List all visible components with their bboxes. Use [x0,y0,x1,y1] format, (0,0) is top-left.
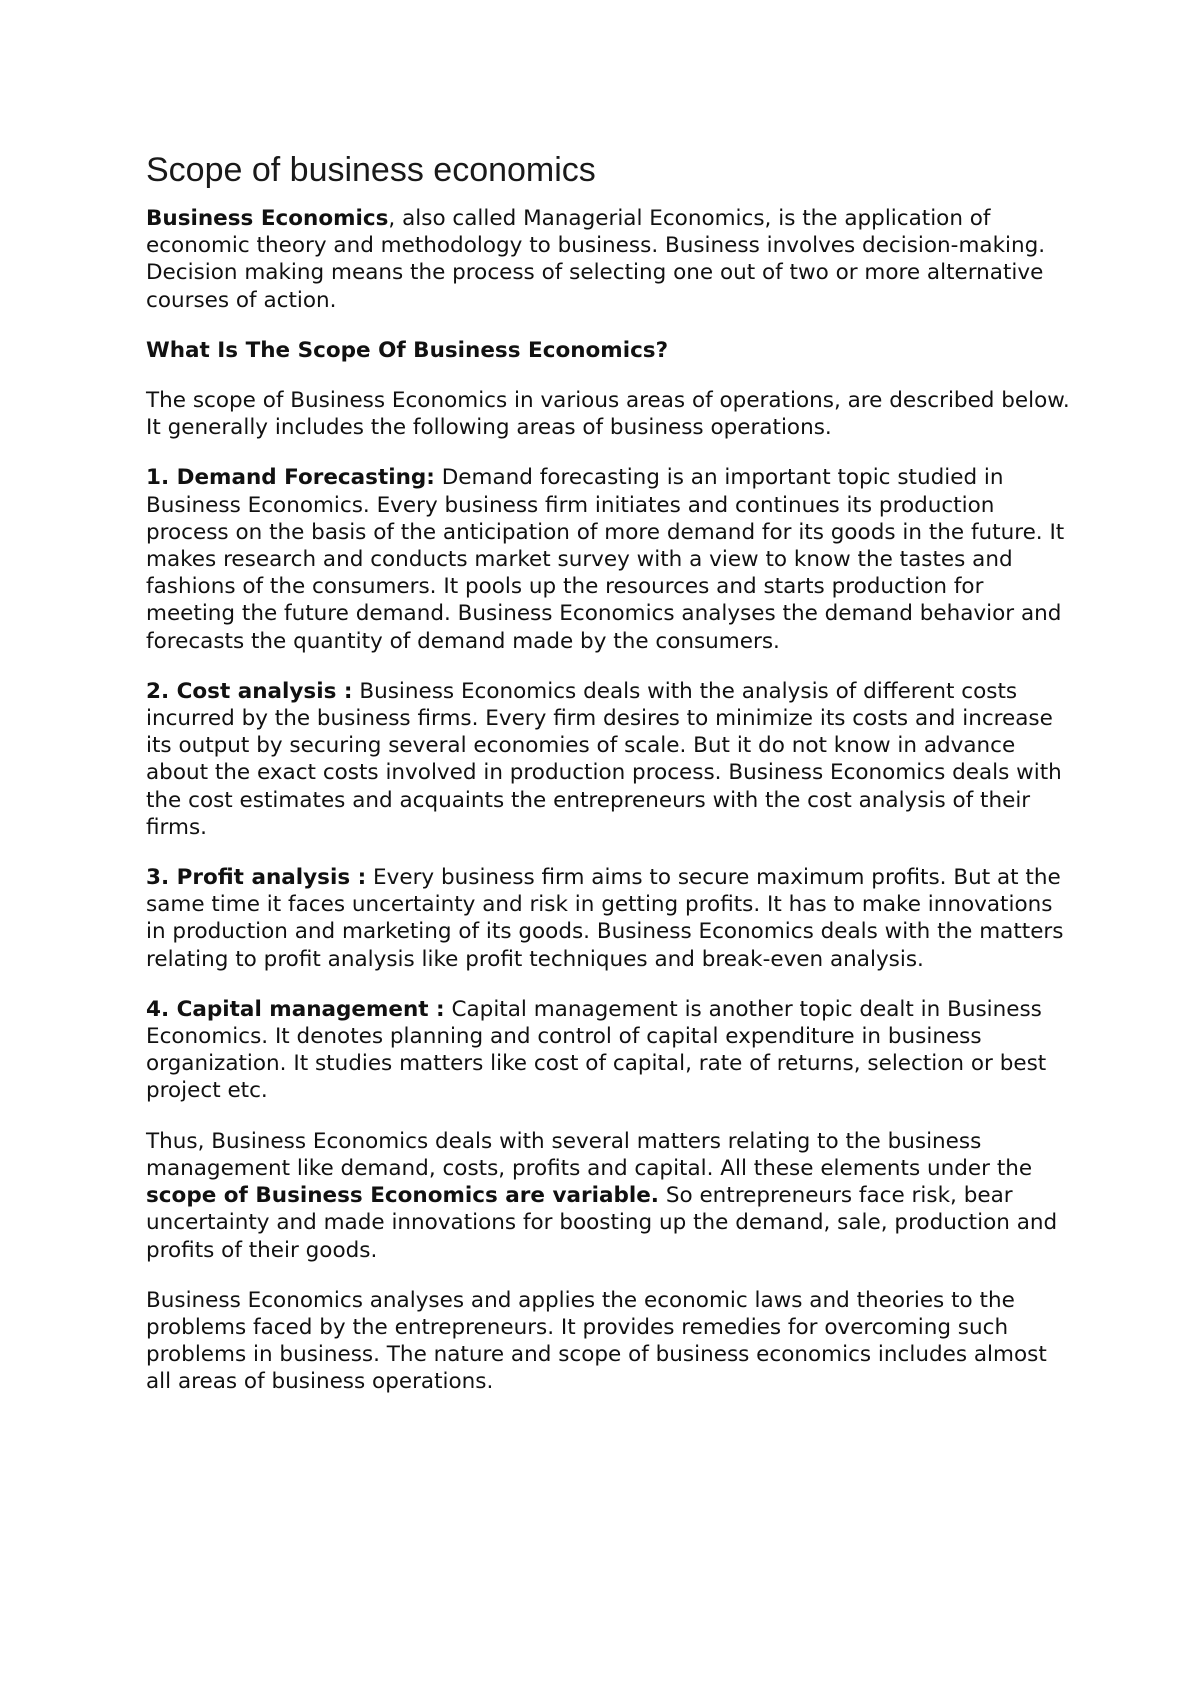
area-text: Capital management is another topic dealt in Business Economics. It denotes planning and control of capital expenditure in business organization. It studies matters like cost of capital, rate of returns, selection or best project etc. [146,996,1047,1104]
area-text: Every business firm aims to secure maximum profits. But at the same time it faces uncertainty and risk in getting profits. It has to make innovations in production and marketing of its goods. Business Economics deals with the matters relating to profit analysis like profit techniques and break-even analysis. [146,865,1064,972]
intro-lead: Business Economics [146,206,389,231]
conclusion-emphasis: scope of Business Economics are variable. [146,1183,659,1209]
area-paragraph-cost [146,678,1076,841]
area-text: Demand forecasting is an important topic studied in Business Economics. Every business firm initiates and continues its production process on the basis of the anticipation of more demand for its goods in the future. It makes research and conducts market survey with a view to know the tastes and fashions of the consumers. It pools up the resources and starts production for meeting the future demand. Business Economics analyses the demand behavior and forecasts the quantity of demand made by the consumers. [146,465,1065,654]
area-paragraph-capital [146,996,1076,1105]
question-heading: What Is The Scope Of Business Economics? [146,337,669,363]
conclusion-text-before: Thus, Business Economics deals with several matters relating to the business management like demand, costs, profits and capital. All these elements under the [146,1128,1033,1181]
scope-intro-paragraph: The scope of Business Economics in various areas of operations, are described below. It generally includes the following areas of business operations. [146,388,1070,441]
closing-paragraph: Business Economics analyses and applies the economic laws and theories to the problems faced by the entrepreneurs. It provides remedies for overcoming such problems in business. The nature and scope of business economics includes almost all areas of business operations. [146,1287,1047,1395]
intro-text: , also called Managerial Economics, is the application of economic theory and methodology to business. Business involves decision-making. Decision making means the process of selecting one out of two or more alternative courses of action. [146,206,1046,313]
conclusion-text-after: So entrepreneurs face risk, bear uncertainty and made innovations for boosting up the demand, sale, production and profits of their goods. [146,1183,1058,1263]
area-label: 2. Cost analysis : [146,678,353,704]
area-paragraph-demand [146,464,1076,654]
intro-paragraph [146,205,1076,314]
area-paragraph-profit [146,864,1076,973]
area-label: 4. Capital management : [146,996,445,1022]
area-label: 1. Demand Forecasting: [146,465,435,491]
document-title: Scope of business economics [146,151,596,189]
area-label: 3. Profit analysis : [146,865,367,891]
area-text: Business Economics deals with the analysis of different costs incurred by the business firms. Every firm desires to minimize its costs and increase its output by securing several economies of scale. But it do not know in advance about the exact costs involved in production process. Business Economics deals with the cost estimates and acquaints the entrepreneurs with the cost analysis of their firms. [146,678,1062,840]
conclusion-paragraph [146,1128,1076,1264]
document-page [146,150,1076,1419]
